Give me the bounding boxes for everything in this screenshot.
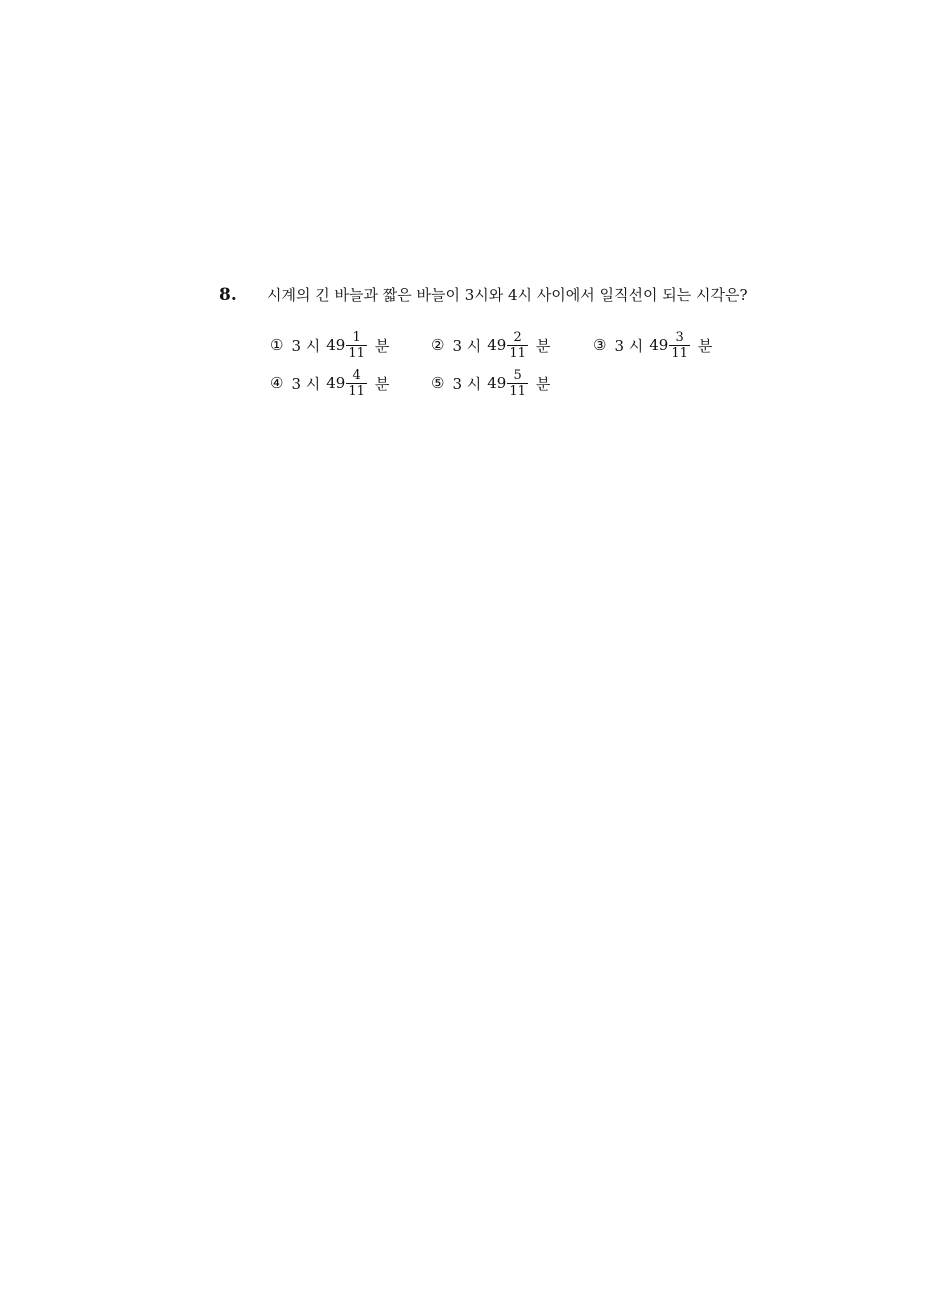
choice-unit: 분 xyxy=(535,336,551,355)
choice-mark: ② xyxy=(431,336,445,354)
choice-unit: 분 xyxy=(535,374,551,393)
fraction-denominator: 11 xyxy=(509,383,526,399)
choice-4[interactable] xyxy=(270,363,389,403)
choice-minutes-whole: 49 xyxy=(326,336,346,354)
choice-minutes-whole: 49 xyxy=(487,374,507,392)
fraction-denominator: 11 xyxy=(348,345,365,361)
choice-2[interactable] xyxy=(431,325,550,365)
choice-hour: 3 시 xyxy=(452,336,482,355)
choice-unit: 분 xyxy=(374,336,390,355)
choice-hour: 3 시 xyxy=(291,336,321,355)
choice-mark: ④ xyxy=(270,374,284,392)
choice-hour: 3 시 xyxy=(614,336,644,355)
choice-fraction xyxy=(507,368,528,399)
choice-unit: 분 xyxy=(697,336,713,355)
choice-fraction xyxy=(346,368,367,399)
choice-fraction xyxy=(669,330,690,361)
choice-unit: 분 xyxy=(374,374,390,393)
choice-fraction xyxy=(346,330,367,361)
choice-mark: ⑤ xyxy=(431,374,445,392)
question-text: 시계의 긴 바늘과 짧은 바늘이 3시와 4시 사이에서 일직선이 되는 시각은? xyxy=(267,286,748,304)
fraction-numerator: 5 xyxy=(513,367,522,383)
choice-minutes-whole: 49 xyxy=(487,336,507,354)
choice-fraction xyxy=(507,330,528,361)
choice-hour: 3 시 xyxy=(452,374,482,393)
fraction-numerator: 1 xyxy=(352,329,361,345)
fraction-numerator: 2 xyxy=(513,329,522,345)
fraction-numerator: 3 xyxy=(675,329,684,345)
choice-mark: ③ xyxy=(593,336,607,354)
choice-hour: 3 시 xyxy=(291,374,321,393)
fraction-denominator: 11 xyxy=(509,345,526,361)
choice-3[interactable] xyxy=(593,325,712,365)
choice-minutes-whole: 49 xyxy=(326,374,346,392)
question-number: 8. xyxy=(219,285,237,305)
choice-1[interactable] xyxy=(270,325,389,365)
fraction-denominator: 11 xyxy=(348,383,365,399)
fraction-denominator: 11 xyxy=(671,345,688,361)
choice-5[interactable] xyxy=(431,363,550,403)
choice-minutes-whole: 49 xyxy=(649,336,669,354)
fraction-numerator: 4 xyxy=(352,367,361,383)
choice-mark: ① xyxy=(270,336,284,354)
